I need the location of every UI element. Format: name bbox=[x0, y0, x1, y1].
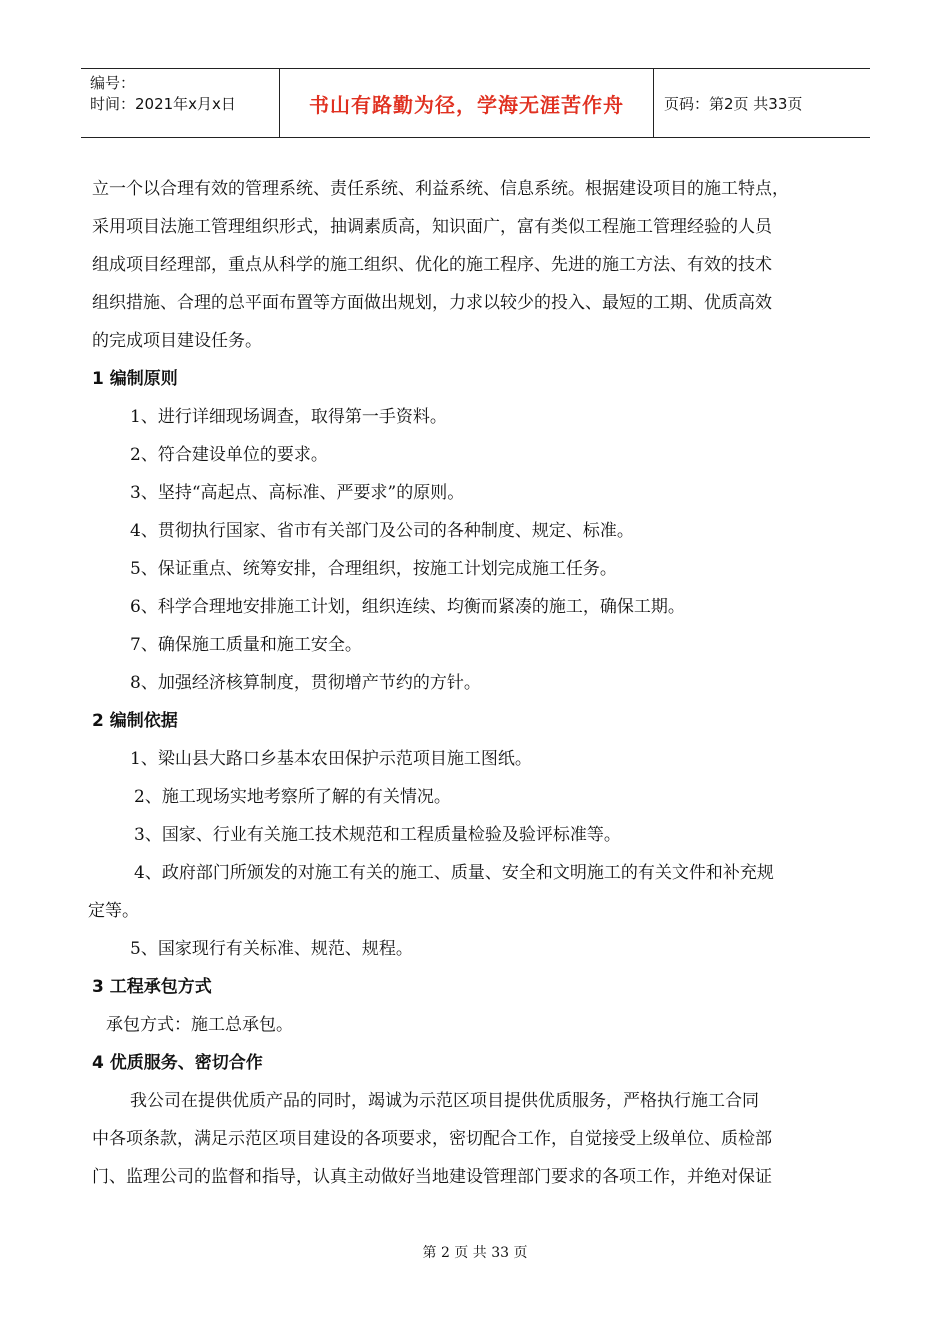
list-item: 3、国家、行业有关施工技术规范和工程质量检验及验评标准等。 bbox=[134, 825, 621, 845]
header-motto: 书山有路勤为径，学海无涯苦作舟 bbox=[280, 69, 654, 137]
document-header bbox=[81, 68, 870, 138]
paragraph-line: 中各项条款，满足示范区项目建设的各项要求，密切配合工作，自觉接受上级单位、质检部 bbox=[92, 1129, 772, 1149]
section-heading-2: 2 编制依据 bbox=[92, 711, 178, 731]
intro-line: 组织措施、合理的总平面布置等方面做出规划，力求以较少的投入、最短的工期、优质高效 bbox=[92, 293, 772, 313]
header-meta bbox=[81, 69, 280, 137]
intro-line: 立一个以合理有效的管理系统、责任系统、利益系统、信息系统。根据建设项目的施工特点， bbox=[92, 179, 789, 199]
paragraph-line: 我公司在提供优质产品的同时，竭诚为示范区项目提供优质服务，严格执行施工合同 bbox=[130, 1091, 759, 1111]
intro-line: 组成项目经理部，重点从科学的施工组织、优化的施工程序、先进的施工方法、有效的技术 bbox=[92, 255, 772, 275]
list-item: 2、符合建设单位的要求。 bbox=[130, 445, 328, 465]
document-body bbox=[88, 170, 867, 1196]
intro-line: 的完成项目建设任务。 bbox=[92, 331, 262, 351]
contract-mode-text: 承包方式：施工总承包。 bbox=[106, 1015, 293, 1035]
page-footer: 第 2 页 共 33 页 bbox=[422, 1245, 528, 1261]
list-item: 7、确保施工质量和施工安全。 bbox=[130, 635, 362, 655]
number-label: 编号： bbox=[90, 74, 136, 92]
list-item: 4、贯彻执行国家、省市有关部门及公司的各种制度、规定、标准。 bbox=[130, 521, 634, 541]
list-item: 4、政府部门所颁发的对施工有关的施工、质量、安全和文明施工的有关文件和补充规 bbox=[134, 863, 774, 883]
list-item: 8、加强经济核算制度，贯彻增产节约的方针。 bbox=[130, 673, 481, 693]
list-item: 3、坚持“高起点、高标准、严要求”的原则。 bbox=[130, 483, 465, 503]
list-item-continuation: 定等。 bbox=[88, 901, 139, 921]
time-label: 时间：2021年x月x日 bbox=[90, 95, 236, 113]
list-item: 5、保证重点、统筹安排，合理组织，按施工计划完成施工任务。 bbox=[130, 559, 617, 579]
list-item: 2、施工现场实地考察所了解的有关情况。 bbox=[134, 787, 451, 807]
section-heading-4: 4 优质服务、密切合作 bbox=[92, 1053, 263, 1073]
section-heading-1: 1 编制原则 bbox=[92, 369, 178, 389]
header-page-info: 页码：第2页 共33页 bbox=[664, 94, 803, 113]
list-item: 5、国家现行有关标准、规范、规程。 bbox=[130, 939, 413, 959]
section-heading-3: 3 工程承包方式 bbox=[92, 977, 212, 997]
list-item: 6、科学合理地安排施工计划，组织连续、均衡而紧凑的施工，确保工期。 bbox=[130, 597, 685, 617]
list-item: 1、进行详细现场调查，取得第一手资料。 bbox=[130, 407, 447, 427]
intro-line: 采用项目法施工管理组织形式，抽调素质高，知识面广，富有类似工程施工管理经验的人员 bbox=[92, 217, 772, 237]
paragraph-line: 门、监理公司的监督和指导，认真主动做好当地建设管理部门要求的各项工作，并绝对保证 bbox=[92, 1167, 772, 1187]
list-item: 1、梁山县大路口乡基本农田保护示范项目施工图纸。 bbox=[130, 749, 532, 769]
